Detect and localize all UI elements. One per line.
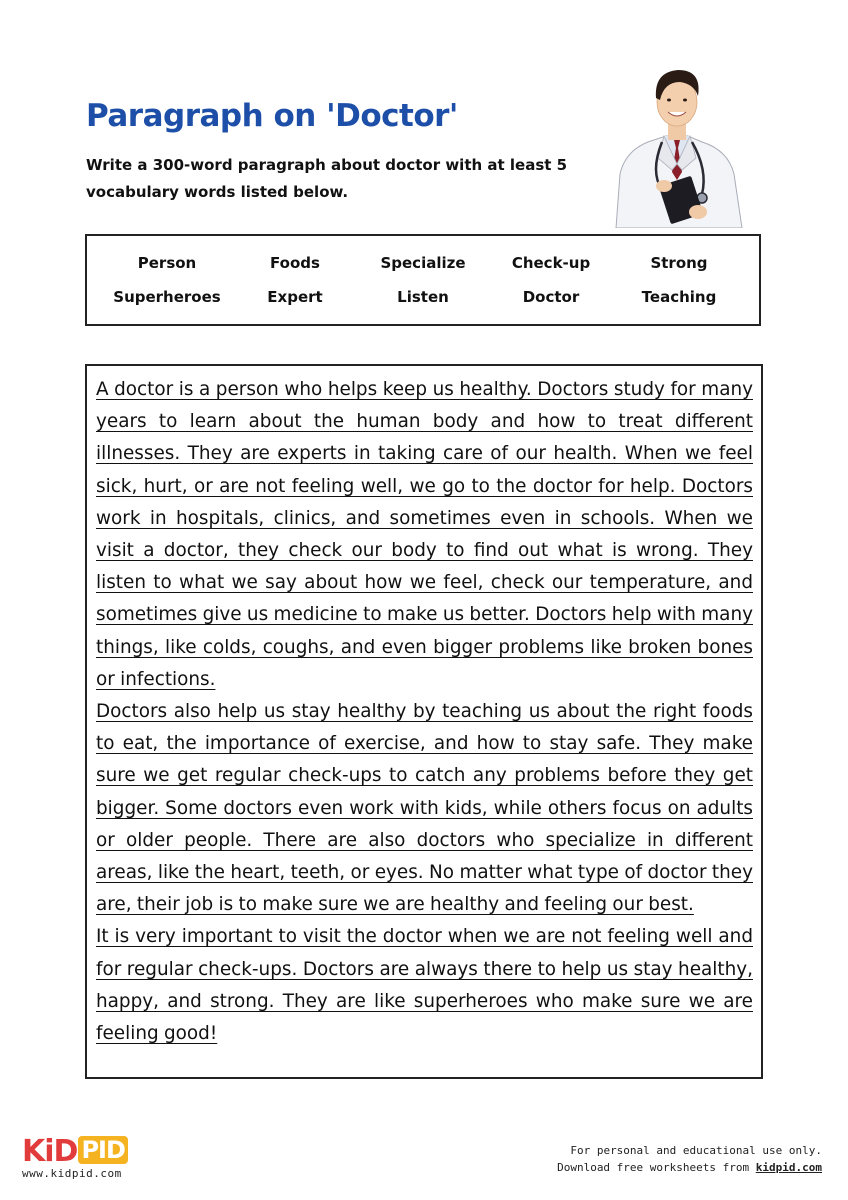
logo-kid: KiD bbox=[22, 1134, 78, 1169]
page-title: Paragraph on 'Doctor' bbox=[86, 98, 458, 134]
footer bbox=[557, 1142, 822, 1176]
vocab-word: Superheroes bbox=[113, 288, 221, 306]
kidpid-logo bbox=[22, 1134, 128, 1180]
vocab-word: Check-up bbox=[511, 254, 591, 272]
footer-line-1: For personal and educational use only. bbox=[570, 1144, 822, 1157]
vocab-word: Foods bbox=[270, 254, 320, 272]
logo-pid: PID bbox=[78, 1136, 127, 1164]
paragraph-box bbox=[85, 364, 763, 1079]
paragraph-2: Doctors also help us stay healthy by teaching us about the right foods to eat, the importance of exercise, and how to stay safe. They make sure we get regular check-ups to catch any problems before they get bigger. Some doctors even work with kids, while others focus on adults or older people. There are also doctors who specialize in different areas, like the heart, teeth, or eyes. No matter what type of doctor they are, their job is to make sure we are healthy and feeling our best. bbox=[96, 701, 753, 916]
vocab-word: Listen bbox=[397, 288, 449, 306]
vocabulary-box bbox=[85, 234, 761, 326]
vocab-word: Strong bbox=[650, 254, 708, 272]
vocab-word: Expert bbox=[267, 288, 323, 306]
vocab-word: Teaching bbox=[641, 288, 717, 306]
vocab-word: Specialize bbox=[380, 254, 466, 272]
vocab-word: Doctor bbox=[522, 288, 580, 306]
vocab-word: Person bbox=[137, 254, 197, 272]
doctor-icon bbox=[606, 62, 748, 228]
logo-url: www.kidpid.com bbox=[22, 1167, 122, 1180]
instructions: Write a 300-word paragraph about doctor with at least 5 vocabulary words listed below. bbox=[86, 156, 568, 201]
footer-link[interactable]: kidpid.com bbox=[755, 1161, 822, 1174]
footer-line-2: Download free worksheets from bbox=[557, 1161, 756, 1174]
paragraph-1: A doctor is a person who helps keep us healthy. Doctors study for many years to learn about the human body and how to treat different illnesses. They are experts in taking care of our health. When we feel sick, hurt, or are not feeling well, we go to the doctor for help. Doctors work in hospitals, clinics, and sometimes even in schools. When we visit a doctor, they check our body to find out what is wrong. They listen to what we say about how we feel, check our temperature, and sometimes give us medicine to make us better. Doctors help with many things, like colds, coughs, and even bigger problems like broken bones or infections. bbox=[96, 379, 753, 690]
paragraph-3: It is very important to visit the doctor when we are not feeling well and for regular check-ups. Doctors are always there to help us stay healthy, happy, and strong. They are like superheroes who make sure we are feeling good! bbox=[96, 926, 753, 1045]
